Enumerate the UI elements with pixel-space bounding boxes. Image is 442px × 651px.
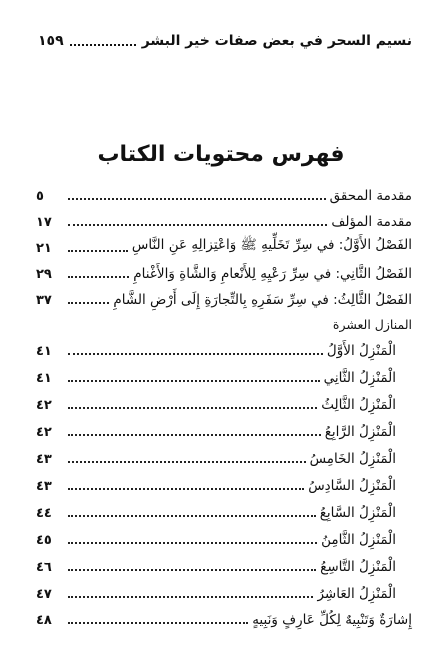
- toc-entry-title: الْمَنْزِلُ السَّادِسُ: [308, 478, 396, 494]
- toc-entry-title: الْمَنْزِلُ الثَّانِي: [323, 370, 396, 386]
- toc-leader: [68, 515, 316, 517]
- toc-entry-page: ٣٧: [36, 293, 52, 308]
- running-header-page-number: ١٥٩: [38, 33, 64, 49]
- toc-leader: [68, 407, 317, 409]
- toc-leader: [68, 542, 317, 544]
- toc-leader: [68, 488, 304, 490]
- toc-entry-page: ٤٢: [36, 398, 52, 413]
- toc-entry-page: ٢٩: [36, 267, 52, 282]
- toc-entry-station-8: [36, 521, 412, 548]
- toc-leader: [68, 276, 129, 278]
- toc-entry-chapter-1: [36, 230, 412, 256]
- toc-entry-author-intro: [36, 204, 412, 230]
- toc-entry-page: ٤١: [36, 371, 52, 386]
- toc-entry-station-5: [36, 440, 412, 467]
- toc-leader: [68, 302, 109, 304]
- toc-leader: [68, 569, 316, 571]
- running-header-title: نسيم السحر في بعض صفات خير البشر: [141, 33, 412, 49]
- toc-leader: [68, 596, 313, 598]
- toc-entry-station-10: [36, 575, 412, 602]
- toc-leader: [68, 380, 320, 382]
- toc-heading: فهرس محتويات الكتاب: [97, 142, 345, 167]
- toc-entry-title: الفَصْلُ الثَّانِي: في سِرِّ رَعْيِهِ لِلأَنْعامِ وَالشَّاةِ وَالأَغْنامِ: [133, 266, 412, 282]
- toc-leader: [68, 434, 321, 436]
- toc-leader: [68, 461, 306, 463]
- toc-entry-title: الْمَنْزِلُ التَّاسِعُ: [320, 559, 396, 575]
- toc-leader: [68, 353, 323, 355]
- toc-entry-title: الفَصْلُ الثَّالِثُ: في سِرِّ سَفَرِهِ بِالتِّجارَةِ إِلَى أَرْضِ الشَّامِ: [113, 292, 412, 308]
- toc-entry-page: ٥: [36, 189, 44, 204]
- toc-entry-page: ٤٨: [36, 613, 52, 628]
- toc-entry-note: [36, 602, 412, 628]
- toc-entry-page: ٤٣: [36, 452, 52, 467]
- toc-entry-page: ٤٥: [36, 533, 52, 548]
- toc-entry-page: ٤٢: [36, 425, 52, 440]
- toc-entry-title: مقدمة المحقق: [329, 188, 412, 204]
- toc-entry-station-4: [36, 413, 412, 440]
- toc-entry-page: ٤٣: [36, 479, 52, 494]
- toc-entry-title: الْمَنْزِلُ الرَّابِعُ: [324, 424, 396, 440]
- toc-entry-station-1: [36, 332, 412, 359]
- toc-entry-station-7: [36, 494, 412, 521]
- toc-entry-title: الفَصْلُ الأَوَّلُ: في سِرِّ تَخَلِّيهِ ﷺ وَاعْتِزالِهِ عَنِ النَّاسِ: [131, 237, 412, 253]
- toc-entry-station-9: [36, 548, 412, 575]
- toc-leader: [68, 622, 248, 624]
- toc-entry-page: ١٧: [36, 215, 52, 230]
- toc-entry-page: ٢١: [36, 241, 52, 256]
- toc-section-ten-stations: [36, 308, 412, 332]
- toc-entry-page: ٤٧: [36, 587, 52, 602]
- toc-entry-title: الْمَنْزِلُ الثَّالِثُ: [321, 397, 396, 413]
- toc-entry-title: الْمَنْزِلُ الثَّامِنُ: [321, 532, 396, 548]
- toc-entry-page: ٤٦: [36, 560, 52, 575]
- toc-entry-title: الْمَنْزِلُ العَاشِرُ: [317, 586, 396, 602]
- toc-entry-station-2: [36, 359, 412, 386]
- toc-leader: [68, 224, 327, 226]
- toc-section-title: المنازل العشرة: [332, 317, 412, 332]
- toc-entry-title: الْمَنْزِلُ الأَوَّلُ: [326, 343, 396, 359]
- running-header-leader: [70, 36, 136, 46]
- toc-list: [36, 182, 412, 628]
- toc-entry-station-6: [36, 467, 412, 494]
- toc-entry-chapter-2: [36, 256, 412, 282]
- running-header: [38, 30, 412, 52]
- toc-entry-title: مقدمة المؤلف: [331, 214, 412, 230]
- toc-leader: [68, 198, 326, 200]
- toc-entry-author-intro-investigator: [36, 182, 412, 204]
- toc-entry-station-3: [36, 386, 412, 413]
- toc-entry-chapter-3: [36, 282, 412, 308]
- toc-entry-page: ٤٤: [36, 506, 52, 521]
- toc-entry-title: الْمَنْزِلُ السَّابِعُ: [319, 505, 396, 521]
- toc-entry-title: إِشارَةٌ وَتَنْبِيهٌ لِكُلِّ عَارِفٍ وَنَبِيهٍ: [252, 612, 412, 628]
- toc-entry-title: الْمَنْزِلُ الخَامِسُ: [309, 451, 396, 467]
- toc-leader: [68, 250, 128, 252]
- toc-entry-page: ٤١: [36, 344, 52, 359]
